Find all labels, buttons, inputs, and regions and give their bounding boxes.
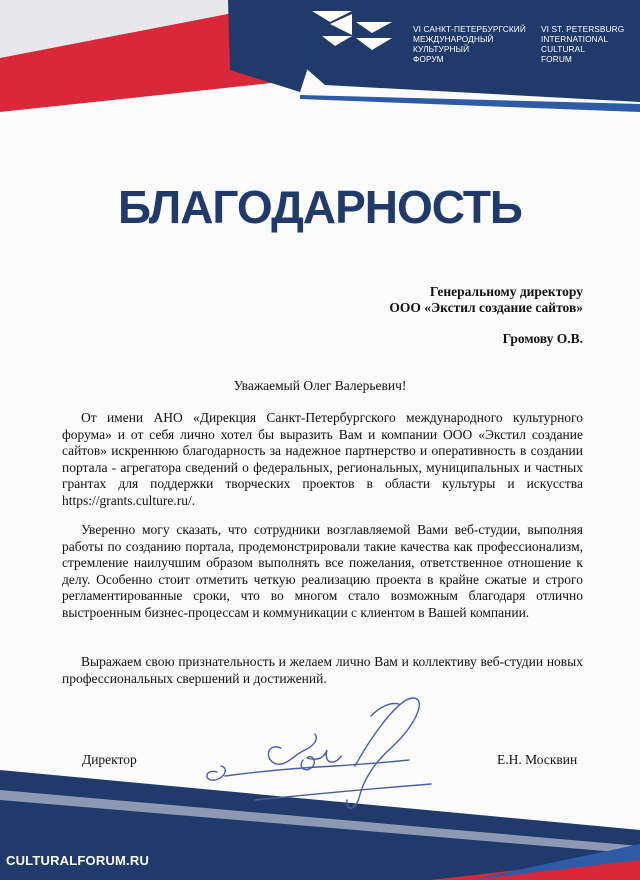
forum-name-ru [413,24,533,64]
recipient-company: ООО «Экстил создание сайтов» [389,300,583,315]
body-paragraph: Выражаем свою признательность и желаем лично Вам и коллективу веб-студии новых профессиональных свершений и достижений. [62,654,583,686]
forum-name-en-line: INTERNATIONAL [541,34,609,44]
body-paragraph: От имени АНО «Дирекция Санкт-Петербургского международного культурного форума» и от себя лично хотел бы выразить Вам и компании ООО «Экстил создание сайтов» искреннюю благодарность за надежное партнерство и оперативность в создании портала - агрегатора сведений о федеральных, региональных, муниципальных и частных грантах для поддержки творческих проектов в области культуры и искусства https://grants.culture.ru/. [62,410,583,508]
forum-name-ru-line: МЕЖДУНАРОДНЫЙ [413,34,494,44]
letter-title: БЛАГОДАРНОСТЬ [118,181,522,233]
body-paragraph: Уверенно могу сказать, что сотрудники возглавляемой Вами веб-студии, выполняя работы по созданию портала, продемонстрировали такие качества как профессионализм, стремление наилучшим образом выполнять все пожелания, ответственное отношение к делу. Особенно стоит отметить четкую реализацию проекта в крайне сжатые и строго регламентированные сроки, что во многом стало возможным благодаря отлично выстроенным бизнес-процессам и коммуникации с клиентом в Вашей компании. [62,522,583,620]
recipient-position: Генеральному директору [429,284,583,299]
forum-name-ru-line: ФОРУМ [413,54,444,64]
recipient-name: Громову О.В. [502,331,583,346]
forum-name-en-line: CULTURAL [541,44,585,54]
forum-name-en-line: FORUM [541,54,572,64]
signer-role: Директор [82,752,137,767]
footer-website: CULTURALFORUM.RU [6,853,150,868]
greeting: Уважаемый Олег Валерьевич! [233,378,407,393]
forum-name-ru-line: КУЛЬТУРНЫЙ [413,44,470,54]
handwritten-signature [195,690,435,820]
forum-name-ru-line: VI САНКТ-ПЕТЕРБУРГСКИЙ [413,24,526,34]
forum-name-en-line: VI ST. PETERSBURG [541,24,625,34]
signer-name: Е.Н. Москвин [497,752,578,767]
forum-name-en [541,24,636,64]
